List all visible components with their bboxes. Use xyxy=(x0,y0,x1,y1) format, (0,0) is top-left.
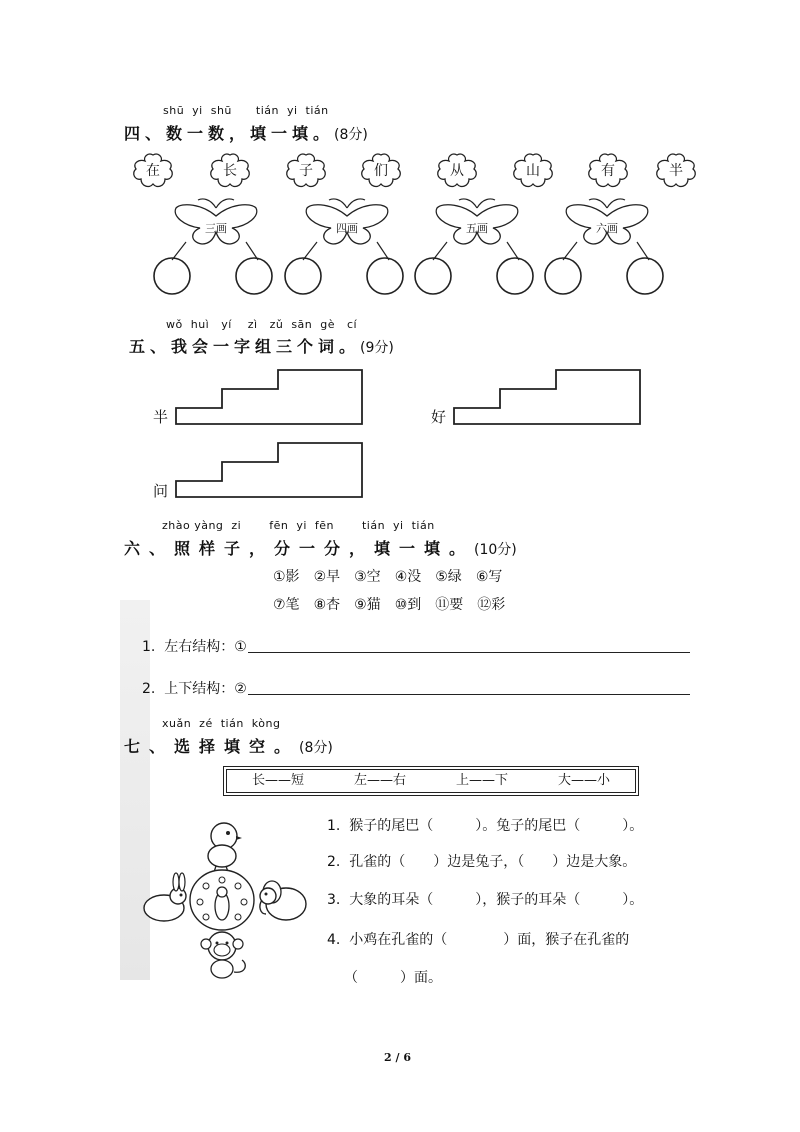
section5-title xyxy=(129,334,394,357)
flower-1 xyxy=(130,152,176,190)
butterfly-label-1: 三画 xyxy=(205,222,227,235)
fill-q2-text: 孔雀的（ ）边是兔子，（ ）边是大象。 xyxy=(349,854,637,870)
fill-q1-text: 猴子的尾巴（ ）。兔子的尾巴（ ）。 xyxy=(349,818,644,834)
flower-char: 长 xyxy=(223,163,237,179)
stair-box-1[interactable] xyxy=(174,368,366,426)
stair-box-3[interactable] xyxy=(174,441,366,499)
flower-8 xyxy=(653,152,699,190)
answer-line-1[interactable] xyxy=(248,652,690,653)
structure-q2 xyxy=(142,678,247,698)
section5-pinyin: wǒ huì yí zì zǔ sān gè cí xyxy=(166,318,358,331)
word-pair: 大——小 xyxy=(557,773,610,788)
char-item: ②早 xyxy=(313,569,341,585)
flower-char: 有 xyxy=(601,163,615,179)
char-item: ⑤绿 xyxy=(435,569,462,585)
peacock-icon xyxy=(190,870,254,930)
butterfly-3 xyxy=(415,199,533,294)
char-item: ⑨猫 xyxy=(354,597,381,613)
fill-q3-text: 大象的耳朵（ ），猴子的耳朵（ ）。 xyxy=(349,892,644,908)
flower-char: 山 xyxy=(526,163,540,179)
section4-points: (8分) xyxy=(334,127,368,143)
section7-title xyxy=(124,734,333,757)
flower-char: 从 xyxy=(450,163,464,179)
flower-6 xyxy=(510,152,556,190)
char-item: ⑥写 xyxy=(475,569,503,585)
fill-q4-continued: （ ）面。 xyxy=(344,970,442,986)
section4-pinyin: shū yi shū tián yi tián xyxy=(163,104,329,117)
flower-char: 半 xyxy=(669,163,683,179)
section4-title xyxy=(124,121,368,144)
section7-points: (8分) xyxy=(299,740,333,756)
chick-icon xyxy=(208,823,242,872)
stair-char-3: 问 xyxy=(153,482,169,500)
animals-illustration xyxy=(136,814,316,982)
monkey-icon xyxy=(201,932,245,978)
section6-title-text: 六、照样子，分一分，填一填。 xyxy=(124,539,475,558)
butterfly-1 xyxy=(154,199,272,294)
butterfly-diagram xyxy=(150,196,680,300)
word-pair: 左——右 xyxy=(353,773,406,788)
elephant-icon xyxy=(260,881,306,920)
section5-points: (9分) xyxy=(360,340,394,356)
stair-char-2: 好 xyxy=(431,408,447,426)
fill-q2-num: 2. xyxy=(327,854,341,870)
page-number: 2 / 6 xyxy=(384,1051,411,1064)
flower-3 xyxy=(283,152,329,190)
fill-q3-num: 3. xyxy=(327,892,341,908)
word-pair: 长——短 xyxy=(251,773,304,788)
q1-label: 左右结构： xyxy=(164,639,235,655)
rabbit-icon xyxy=(144,873,186,921)
char-item: ⑫彩 xyxy=(477,597,506,613)
answer-line-2[interactable] xyxy=(248,694,690,695)
fill-q2 xyxy=(327,851,636,871)
butterfly-4 xyxy=(545,199,663,294)
fill-q4 xyxy=(327,929,629,949)
stair-box-2[interactable] xyxy=(452,368,644,426)
char-item: ⑧杏 xyxy=(313,597,341,613)
fill-q1-num: 1. xyxy=(327,818,341,834)
stair-char-1: 半 xyxy=(153,408,169,426)
section6-pinyin: zhào yàng zi fēn yi fēn tián yi tián xyxy=(162,519,435,532)
section4-title-text: 四、数一数，填一填。 xyxy=(124,124,335,143)
section7-title-text: 七、选择填空。 xyxy=(124,737,300,756)
char-item: ③空 xyxy=(354,569,381,585)
flower-2 xyxy=(207,152,253,190)
section7-pinyin: xuǎn zé tián kòng xyxy=(162,717,281,730)
section5-title-text: 五、我会一字组三个词。 xyxy=(129,337,361,356)
char-item: ⑦笔 xyxy=(273,597,300,613)
section6-points: (10分) xyxy=(474,542,517,558)
butterfly-2 xyxy=(285,199,403,294)
fill-q1 xyxy=(327,815,643,835)
structure-q1 xyxy=(142,636,247,656)
flower-char: 子 xyxy=(299,163,313,179)
flower-5 xyxy=(434,152,480,190)
butterfly-label-4: 六画 xyxy=(596,222,618,235)
q1-num: 1. xyxy=(142,639,156,655)
q2-num: 2. xyxy=(142,681,156,697)
section6-title xyxy=(124,536,517,559)
q2-example: ② xyxy=(234,681,247,697)
word-bank xyxy=(226,769,636,793)
fill-q4-text: 小鸡在孔雀的（ ）面，猴子在孔雀的 xyxy=(349,932,630,948)
butterfly-label-2: 四画 xyxy=(336,222,358,235)
char-list-row2 xyxy=(273,594,519,614)
q2-label: 上下结构： xyxy=(164,681,235,697)
word-pair: 上——下 xyxy=(455,773,508,788)
flower-4 xyxy=(358,152,404,190)
flower-char: 在 xyxy=(146,163,160,179)
char-item: ④没 xyxy=(394,569,422,585)
flower-char: 们 xyxy=(374,163,388,179)
char-item: ⑩到 xyxy=(394,597,422,613)
fill-q3 xyxy=(327,889,643,909)
char-list-row1 xyxy=(273,566,516,586)
char-item: ⑪要 xyxy=(435,597,464,613)
char-item: ①影 xyxy=(273,569,300,585)
flower-7 xyxy=(585,152,631,190)
fill-q4-num: 4. xyxy=(327,932,341,948)
q1-example: ① xyxy=(234,639,247,655)
butterfly-label-3: 五画 xyxy=(466,222,488,235)
